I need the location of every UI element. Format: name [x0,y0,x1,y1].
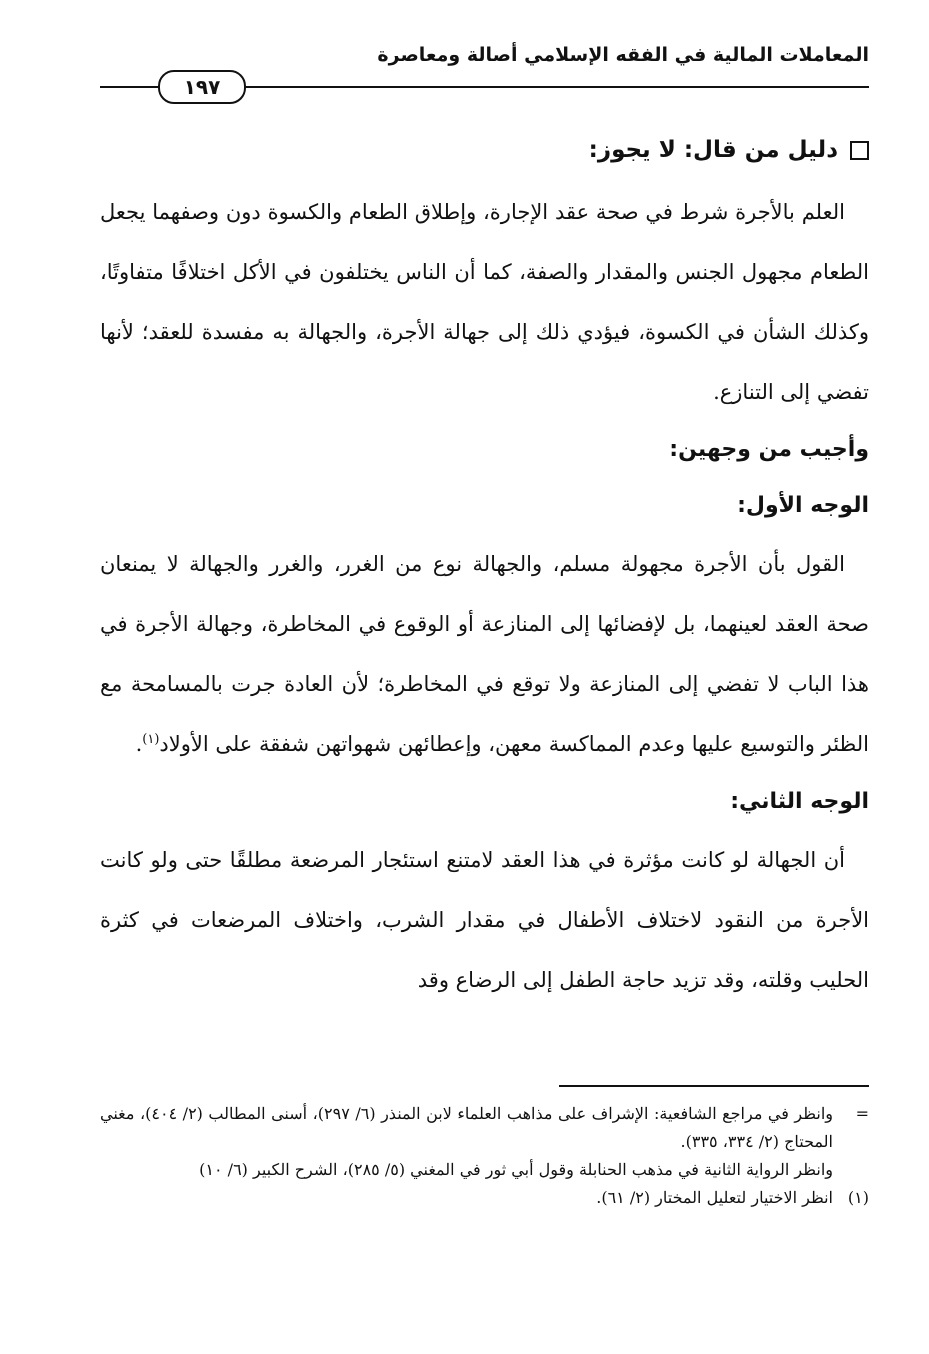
first-aspect-ending: . [135,732,143,756]
footnote-separator [559,1085,869,1087]
footnote-continuation-marker: = [855,1104,869,1123]
footnote-1-text: انظر الاختيار لتعليل المختار (٢/ ٦١). [596,1188,833,1207]
footnote-continuation-line-2: وانظر الرواية الثانية في مذهب الحنابلة وقول أبي ثور في المغني (٥/ ٢٨٥)، الشرح الكبير (٦/ ١٠) [199,1160,833,1179]
square-bullet-icon [850,141,869,160]
footnote-ref-1[interactable]: (١) [142,732,160,747]
first-aspect-paragraph [100,534,869,774]
paragraph-1 [100,182,869,422]
footnote-1 [100,1184,869,1212]
section-heading [100,120,869,180]
main-text [100,120,869,1010]
page-number: ١٩٧ [158,70,246,104]
second-aspect-paragraph [100,830,869,1010]
second-aspect-text: أن الجهالة لو كانت مؤثرة في هذا العقد لامتنع استئجار المرضعة مطلقًا حتى ولو كانت الأجرة من النقود لاختلاف الأطفال في مقدار الشرب، واختلاف المرضعات في كثرة الحليب وقلته، وقد تزيد حاجة الطفل إلى الرضاع وقد [100,848,869,992]
footnote-continuation-2 [100,1156,869,1184]
first-aspect-text: القول بأن الأجرة مجهولة مسلم، والجهالة نوع من الغرر، والغرر والجهالة لا يمنعان صحة العقد لعينهما، بل لإفضائها إلى المنازعة أو الوقوع في المخاطرة، وجهالة الأجرة في هذا الباب لا تفضي إلى المنازعة ولا توقع في المخاطرة؛ لأن العادة جرت بالمسامحة مع الظئر والتوسيع عليها وعدم المماكسة معهن، وإعطائهن شهواتهن شفقة على الأولاد [100,552,870,756]
paragraph-1-text: العلم بالأجرة شرط في صحة عقد الإجارة، وإطلاق الطعام والكسوة دون وصفهما يجعل الطعام مجهول الجنس والمقدار والصفة، كما أن الناس يختلفون في الأكل اختلافًا متفاوتًا، وكذلك الشأن في الكسوة، فيؤدي ذلك إلى جهالة الأجرة، والجهالة به مفسدة للعقد؛ لأنها تفضي إلى التنازع. [100,200,869,404]
footnote-continuation-1 [100,1100,869,1156]
footnotes [100,1100,869,1212]
answer-heading: وأجيب من وجهين: [669,437,869,462]
section-heading-text: دليل من قال: لا يجوز: [588,137,838,163]
first-aspect-heading: الوجه الأول: [737,493,869,518]
running-title: المعاملات المالية في الفقه الإسلامي أصالة ومعاصرة [377,44,869,66]
footnote-continuation-line-1: وانظر في مراجع الشافعية: الإشراف على مذاهب العلماء لابن المنذر (٦/ ٢٩٧)، أسنى المطالب (٢/ ٤٠٤)، مغني المحتاج (٢/ ٣٣٤، ٣٣٥). [100,1104,833,1151]
footnote-1-marker: (١) [847,1188,869,1207]
second-aspect-heading: الوجه الثاني: [730,789,869,814]
